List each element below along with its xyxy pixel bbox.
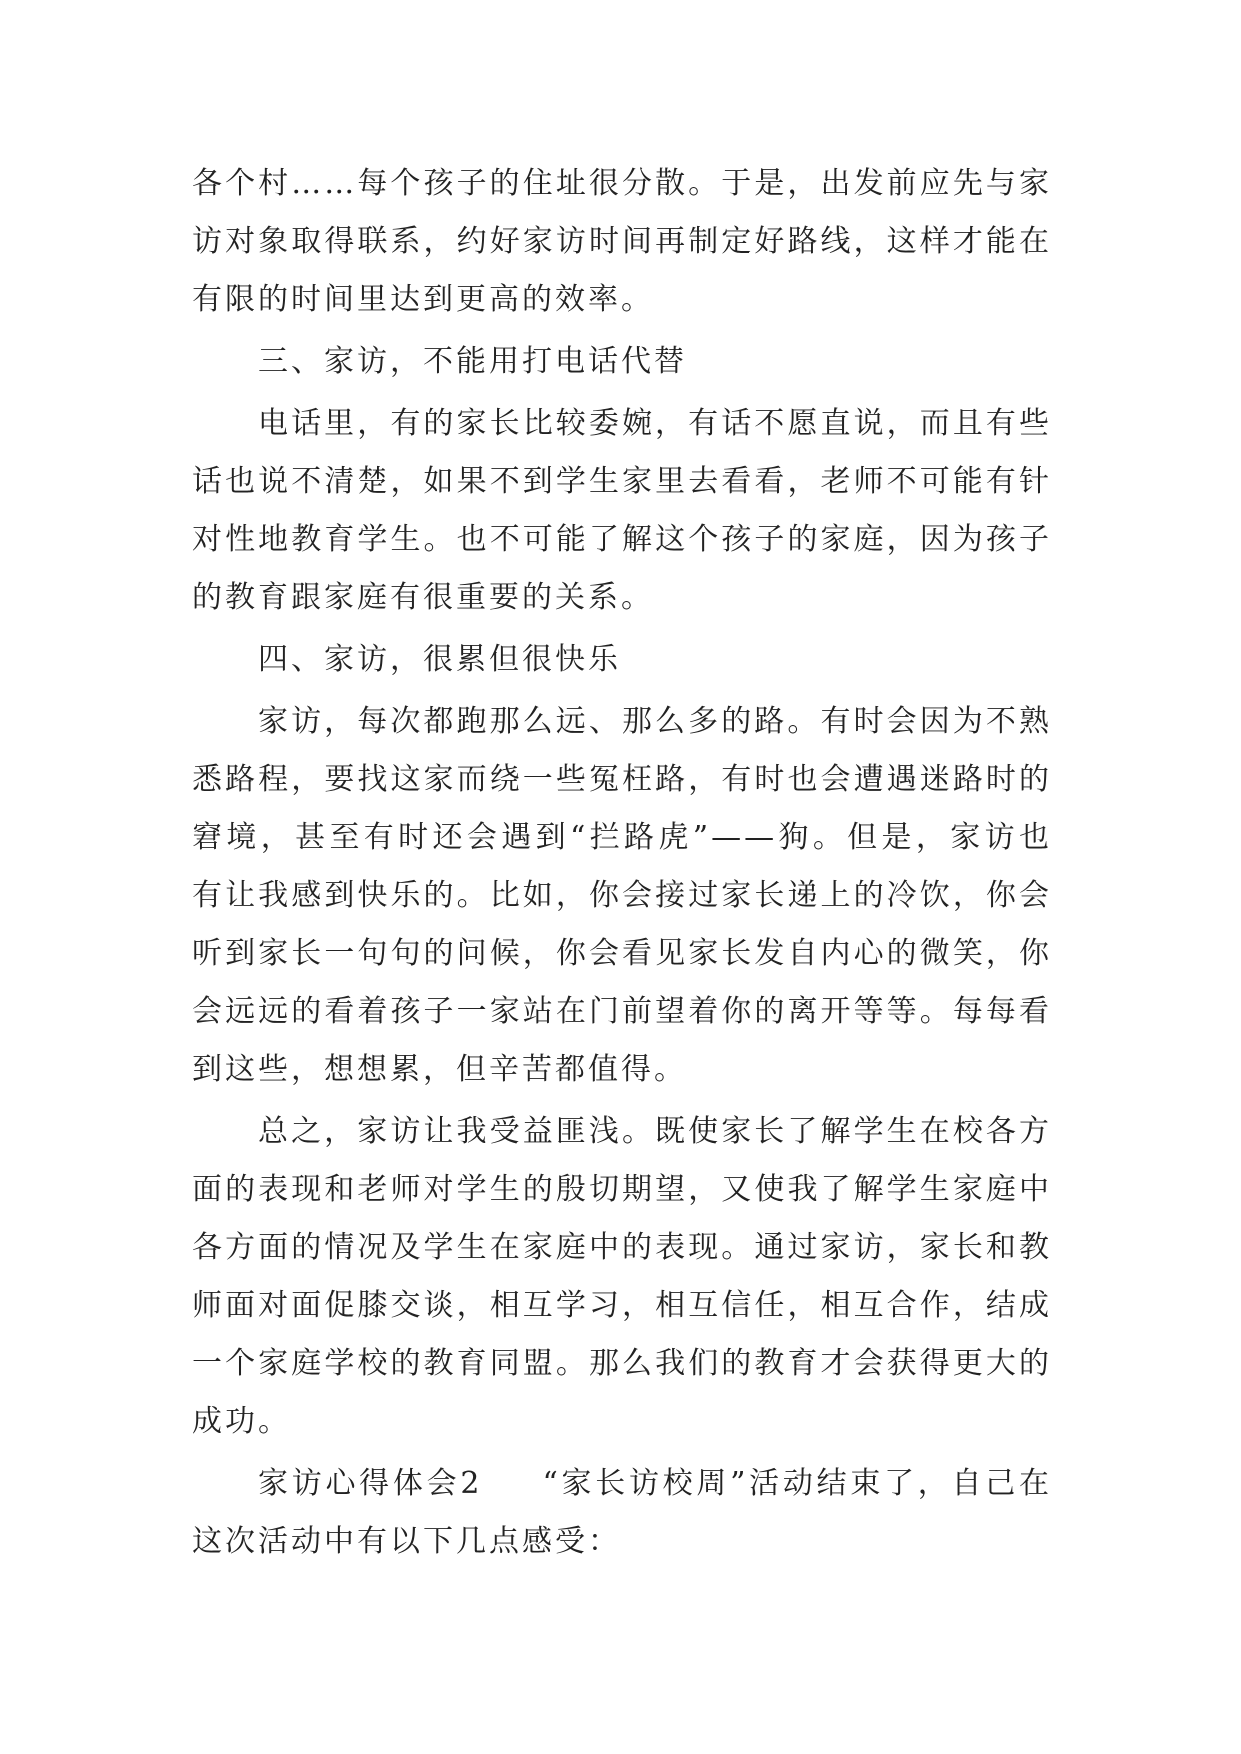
paragraph-conclusion: 总之，家访让我受益匪浅。既使家长了解学生在校各方面的表现和老师对学生的殷切期望，又使我了解学生家庭中各方面的情况及学生在家庭中的表现。通过家访，家长和教师面对面促膝交谈，相互学习，相互信任，相互合作，结成一个家庭学校的教育同盟。那么我们的教育才会获得更大的成功。 <box>192 1114 1052 1439</box>
section-heading-4: 四、家访，很累但很快乐 <box>258 642 621 677</box>
part2-text: “家长访校周”活动结束了，自己在这次活动中有以下几点感受： <box>192 1466 1052 1559</box>
section-heading-3: 三、家访，不能用打电话代替 <box>258 344 687 379</box>
paragraph-intro: 各个村……每个孩子的住址很分散。于是，出发前应先与家访对象取得联系，约好家访时间再制定好路线，这样才能在有限的时间里达到更高的效率。 <box>192 166 1052 317</box>
paragraph-tired-happy: 家访，每次都跑那么远、那么多的路。有时会因为不熟悉路程，要找这家而绕一些冤枉路，有时也会遭遇迷路时的窘境，甚至有时还会遇到“拦路虎”——狗。但是，家访也有让我感到快乐的。比如，你会接过家长递上的冷饮，你会听到家长一句句的问候，你会看见家长发自内心的微笑，你会远远的看着孩子一家站在门前望着你的离开等等。每每看到这些，想想累，但辛苦都值得。 <box>192 704 1052 1087</box>
document-body <box>192 155 1052 1575</box>
paragraph-phone: 电话里，有的家长比较委婉，有话不愿直说，而且有些话也说不清楚，如果不到学生家里去看看，老师不可能有针对性地教育学生。也不可能了解这个孩子的家庭，因为孩子的教育跟家庭有很重要的关系。 <box>192 406 1052 615</box>
paragraph-part2 <box>192 1455 1052 1571</box>
part2-heading: 家访心得体会2 <box>258 1466 483 1501</box>
